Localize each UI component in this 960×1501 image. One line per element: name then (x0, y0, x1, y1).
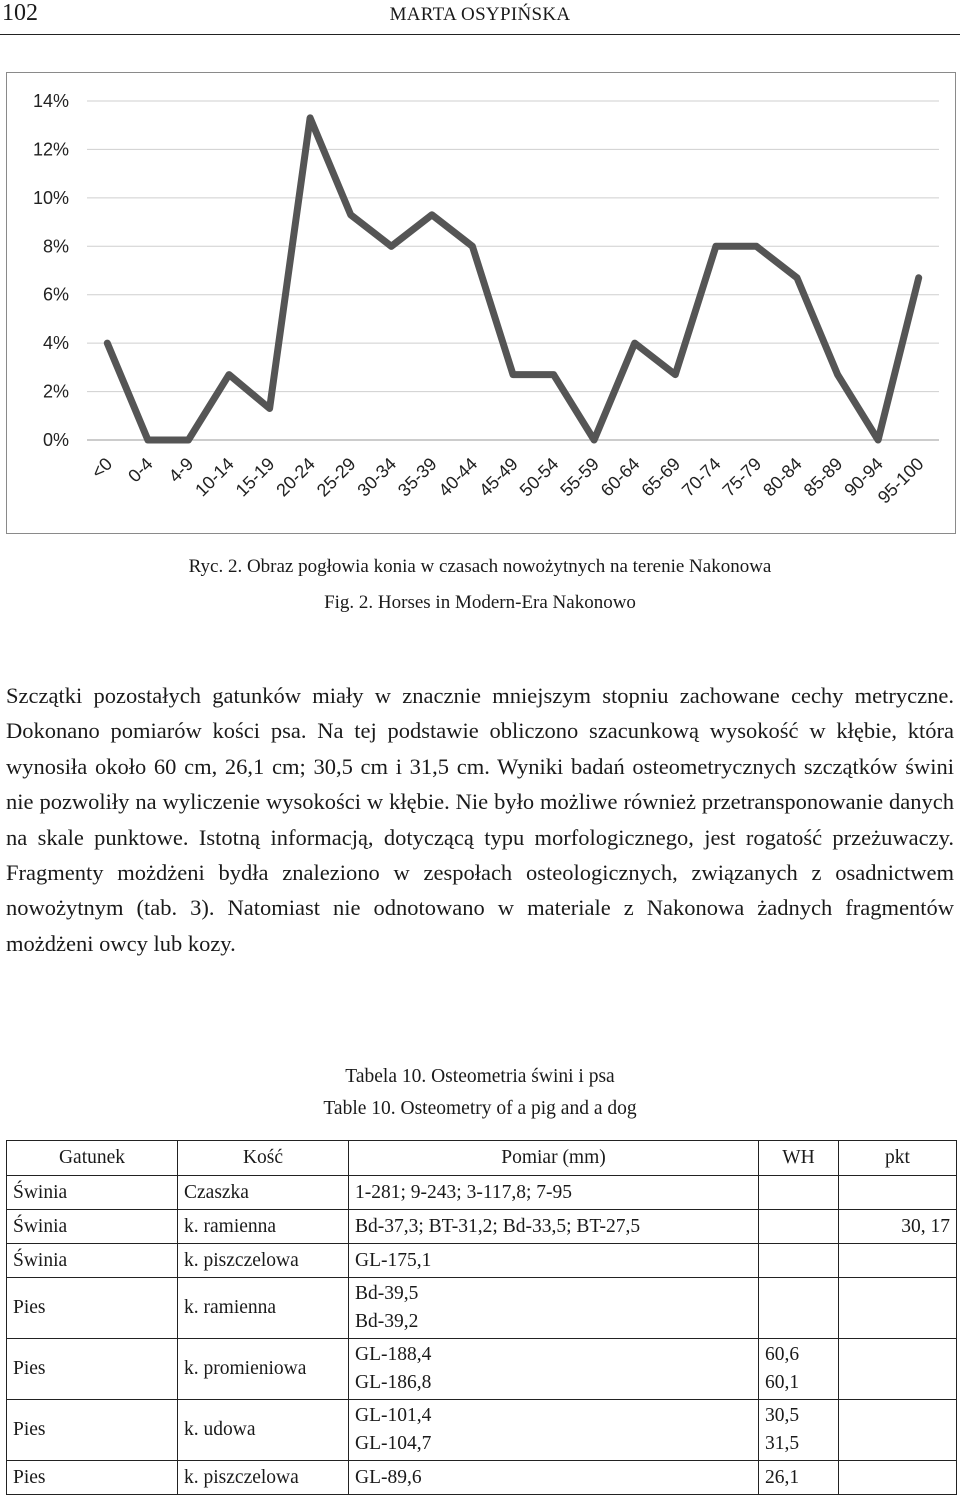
cell-gatunek: Świnia (7, 1210, 178, 1244)
cell-kosc: k. piszczelowa (178, 1461, 349, 1495)
cell-pkt (839, 1278, 957, 1339)
wh-line: 60,1 (765, 1372, 800, 1393)
x-tick-label: 30-34 (353, 453, 401, 501)
wh-line: 60,6 (765, 1344, 800, 1365)
pomiar-line: Bd-39,5 (355, 1283, 419, 1304)
x-tick-label: 90-94 (840, 453, 887, 501)
data-point (836, 373, 839, 376)
x-tick-label: 85-89 (799, 453, 847, 501)
cell-pkt (839, 1244, 957, 1278)
table-row (7, 1278, 957, 1339)
line-chart (6, 72, 956, 534)
cell-wh (759, 1244, 839, 1278)
cell-gatunek: Pies (7, 1339, 178, 1400)
x-tick-label: <0 (87, 453, 117, 483)
cell-kosc: k. piszczelowa (178, 1244, 349, 1278)
x-tick-label: 0-4 (124, 453, 157, 487)
data-point (755, 245, 758, 248)
y-tick-label: 6% (42, 284, 69, 305)
table-header-row (7, 1141, 957, 1176)
x-tick-label: 20-24 (272, 453, 319, 501)
x-tick-label: 40-44 (434, 453, 482, 501)
pomiar-line: Bd-39,2 (355, 1311, 419, 1332)
x-tick-label: 65-69 (637, 453, 685, 501)
y-tick-label: 12% (32, 139, 69, 160)
cell-wh (759, 1176, 839, 1210)
figure-caption-en: Fig. 2. Horses in Modern-Era Nakonowo (324, 592, 636, 613)
figure-caption-pl: Ryc. 2. Obraz pogłowia konia w czasach nowożytnych na terenie Nakonowa (188, 556, 772, 577)
data-point (309, 116, 312, 119)
x-tick-label: 15-19 (231, 453, 279, 501)
cell-wh (759, 1339, 839, 1400)
x-tick-label: 50-54 (515, 453, 563, 501)
cell-gatunek: Świnia (7, 1176, 178, 1210)
x-tick-label: 55-59 (556, 453, 603, 501)
col-header-wh: WH (759, 1141, 839, 1176)
x-tick-label: 75-79 (718, 453, 766, 501)
cell-pkt (839, 1176, 957, 1210)
y-tick-label: 2% (42, 381, 69, 402)
cell-pomiar (349, 1339, 759, 1400)
data-point (187, 439, 190, 442)
cell-wh (759, 1210, 839, 1244)
data-point (552, 373, 555, 376)
cell-wh (759, 1278, 839, 1339)
pomiar-line: GL-188,4 (355, 1344, 432, 1365)
col-header-pomiar: Pomiar (mm) (349, 1141, 759, 1176)
wh-line: 30,5 (765, 1405, 800, 1426)
data-point (593, 439, 596, 442)
y-tick-label: 0% (42, 430, 69, 450)
y-tick-label: 8% (42, 236, 69, 257)
table-row (7, 1210, 957, 1244)
page-number: 102 (2, 0, 38, 26)
cell-pomiar (349, 1400, 759, 1461)
data-point (877, 439, 880, 442)
y-tick-label: 10% (32, 187, 69, 208)
cell-pomiar (349, 1278, 759, 1339)
cell-gatunek: Pies (7, 1400, 178, 1461)
data-point (349, 213, 352, 216)
x-tick-label: 95-100 (873, 453, 928, 508)
cell-gatunek: Pies (7, 1461, 178, 1495)
cell-wh: 26,1 (759, 1461, 839, 1495)
table-row (7, 1339, 957, 1400)
data-point (917, 276, 920, 279)
data-point (228, 373, 231, 376)
x-tick-label: 80-84 (759, 453, 806, 501)
y-tick-label: 4% (42, 333, 69, 354)
x-tick-label: 45-49 (475, 453, 522, 501)
cell-gatunek: Pies (7, 1278, 178, 1339)
data-point (633, 342, 636, 345)
cell-pkt: 30, 17 (839, 1210, 957, 1244)
table-caption-en: Table 10. Osteometry of a pig and a dog (323, 1098, 637, 1119)
osteometry-table (6, 1140, 957, 1495)
cell-pomiar: GL-175,1 (349, 1244, 759, 1278)
cell-pomiar: GL-89,6 (349, 1461, 759, 1495)
data-point (471, 245, 474, 248)
pomiar-line: GL-101,4 (355, 1405, 432, 1426)
data-point (146, 439, 149, 442)
pomiar-line: GL-104,7 (355, 1433, 432, 1454)
x-tick-label: 35-39 (393, 453, 441, 501)
data-point (512, 373, 515, 376)
running-header (0, 0, 960, 35)
cell-kosc: k. ramienna (178, 1278, 349, 1339)
wh-line: 31,5 (765, 1433, 800, 1454)
table-row (7, 1244, 957, 1278)
x-tick-label: 10-14 (191, 453, 238, 501)
cell-pkt (839, 1461, 957, 1495)
table-row (7, 1461, 957, 1495)
cell-kosc: k. promieniowa (178, 1339, 349, 1400)
cell-kosc: k. ramienna (178, 1210, 349, 1244)
col-header-gatunek: Gatunek (7, 1141, 178, 1176)
table-row (7, 1176, 957, 1210)
col-header-kosc: Kość (178, 1141, 349, 1176)
cell-pkt (839, 1339, 957, 1400)
table-row (7, 1400, 957, 1461)
running-head-author: MARTA OSYPIŃSKA (389, 4, 571, 25)
data-point (796, 276, 799, 279)
x-tick-label: 4-9 (164, 453, 198, 487)
y-tick-label: 14% (32, 91, 69, 111)
data-point (390, 245, 393, 248)
data-point (714, 245, 717, 248)
cell-kosc: Czaszka (178, 1176, 349, 1210)
cell-wh (759, 1400, 839, 1461)
col-header-pkt: pkt (839, 1141, 957, 1176)
x-tick-label: 70-74 (677, 453, 725, 501)
x-tick-label: 25-29 (312, 453, 360, 501)
x-tick-label: 60-64 (596, 453, 644, 501)
table-caption-pl: Tabela 10. Osteometria świni i psa (345, 1066, 615, 1087)
cell-pomiar: Bd-37,3; BT-31,2; Bd-33,5; BT-27,5 (349, 1210, 759, 1244)
body-paragraph: Szczątki pozostałych gatunków miały w znacznie mniejszym stopniu zachowane cechy metryczne. Dokonano pomiarów kości psa. Na tej podstawie obliczono szacunkową wysokość w kłębie, która wynosiła około 60 cm, 26,1 cm; 30,5 cm i 31,5 cm. Wyniki badań osteometrycznych szczątków świni nie pozwoliły na wyliczenie wysokości w kłębie. Nie było możliwe również przetransponowanie danych na skale punktowe. Istotną informacją, dotyczącą typu morfologicznego, jest rogatość przeżuwaczy. Fragmenty możdżeni bydła znaleziono w zespołach osteologicznych, związanych z osadnictwem nowożytnym (tab. 3). Natomiast nie odnotowano w materiale z Nakonowa żadnych fragmentów możdżeni owcy lub kozy. (6, 683, 954, 956)
pomiar-line: GL-186,8 (355, 1372, 432, 1393)
data-point (430, 213, 433, 216)
cell-pomiar: 1-281; 9-243; 3-117,8; 7-95 (349, 1176, 759, 1210)
cell-pkt (839, 1400, 957, 1461)
data-point (674, 373, 677, 376)
cell-gatunek: Świnia (7, 1244, 178, 1278)
data-point (106, 342, 109, 345)
chart-svg (7, 73, 957, 535)
data-point (268, 407, 271, 410)
cell-kosc: k. udowa (178, 1400, 349, 1461)
